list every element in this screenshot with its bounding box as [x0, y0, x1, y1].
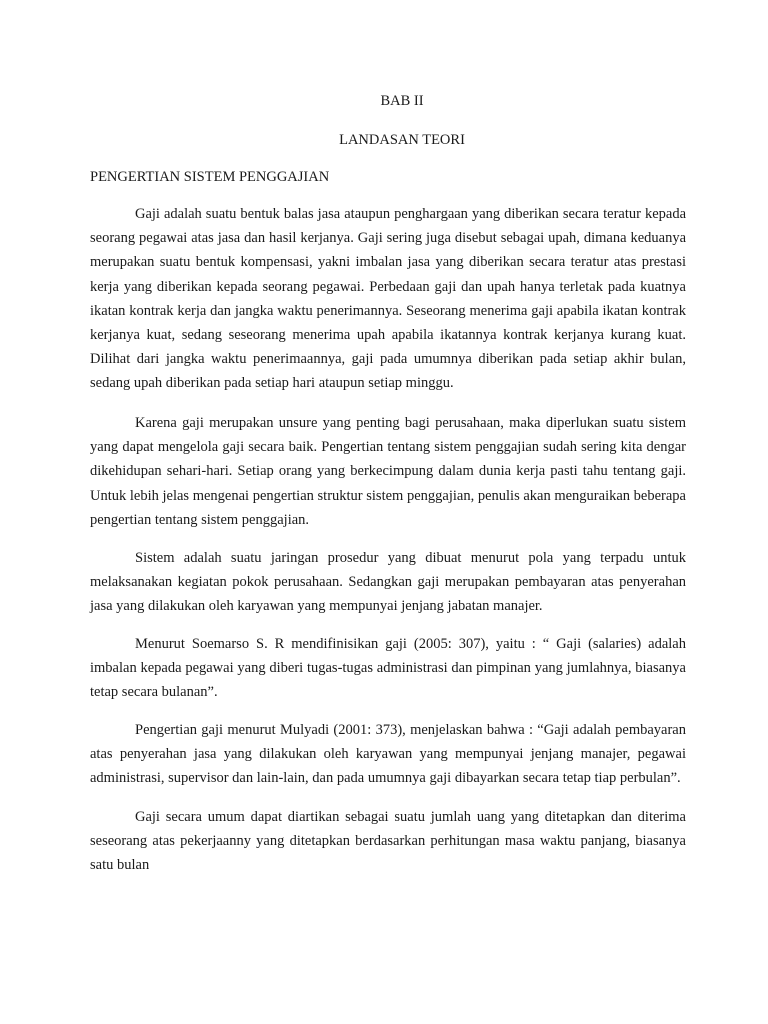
body-paragraph: Karena gaji merupakan unsure yang penting bagi perusahaan, maka diperlukan suatu sistem yang dapat mengelola gaji secara baik. Pengertian tentang sistem penggajian sudah sering kita dengar dikehidupan sehari-hari. Setiap orang yang berkecimpung dalam dunia kerja pasti tahu tentang gaji. Untuk lebih jelas mengenai pengertian struktur sistem penggajian, penulis akan menguraikan beberapa pengertian tentang sistem penggajian.: [90, 415, 686, 528]
body-paragraph: Gaji adalah suatu bentuk balas jasa ataupun penghargaan yang diberikan secara teratur kepada seorang pegawai atas jasa dan hasil kerjanya. Gaji sering juga disebut sebagai upah, dimana keduanya merupakan suatu bentuk kompensasi, yakni imbalan jasa yang diberikan secara teratur atas prestasi kerja yang diberikan kepada seorang pegawai. Perbedaan gaji dan upah hanya terletak pada kuatnya ikatan kontrak kerja dan jangka waktu penerimannya. Seseorang menerima gaji apabila ikatan kontrak kerjanya kuat, sedang seseorang menerima upah apabila ikatannya kontrak kerjanya kurang kuat. Dilihat dari jangka waktu penerimaannya, gaji pada umumnya diberikan pada setiap akhir bulan, sedang upah diberikan pada setiap hari ataupun setiap minggu.: [90, 206, 686, 392]
chapter-heading: BAB II: [380, 93, 424, 109]
body-paragraph: Menurut Soemarso S. R mendifinisikan gaji (2005: 307), yaitu : “ Gaji (salaries) adalah imbalan kepada pegawai yang diberi tugas-tugas administrasi dan pimpinan yang jumlahnya, biasanya tetap secara bulanan”.: [90, 636, 686, 701]
section-heading: PENGERTIAN SISTEM PENGGAJIAN: [90, 169, 330, 185]
body-paragraph: Gaji secara umum dapat diartikan sebagai suatu jumlah uang yang ditetapkan dan diterima seseorang atas pekerjaanny yang ditetapkan berdasarkan perhitungan masa waktu panjang, biasanya satu bulan: [90, 809, 686, 874]
chapter-title: LANDASAN TEORI: [339, 132, 465, 148]
body-paragraph: Sistem adalah suatu jaringan prosedur yang dibuat menurut pola yang terpadu untuk melaksanakan kegiatan pokok perusahaan. Sedangkan gaji merupakan pembayaran atas penyerahan jasa yang dilakukan oleh karyawan yang mempunyai jenjang jabatan manajer.: [90, 550, 686, 615]
body-paragraph: Pengertian gaji menurut Mulyadi (2001: 373), menjelaskan bahwa : “Gaji adalah pembayaran atas penyerahan jasa yang dilakukan oleh karyawan yang mempunyai jenjang manajer, pegawai administrasi, supervisor dan lain-lain, dan pada umumnya gaji dibayarkan secara tetap tiap perbulan”.: [90, 722, 686, 787]
